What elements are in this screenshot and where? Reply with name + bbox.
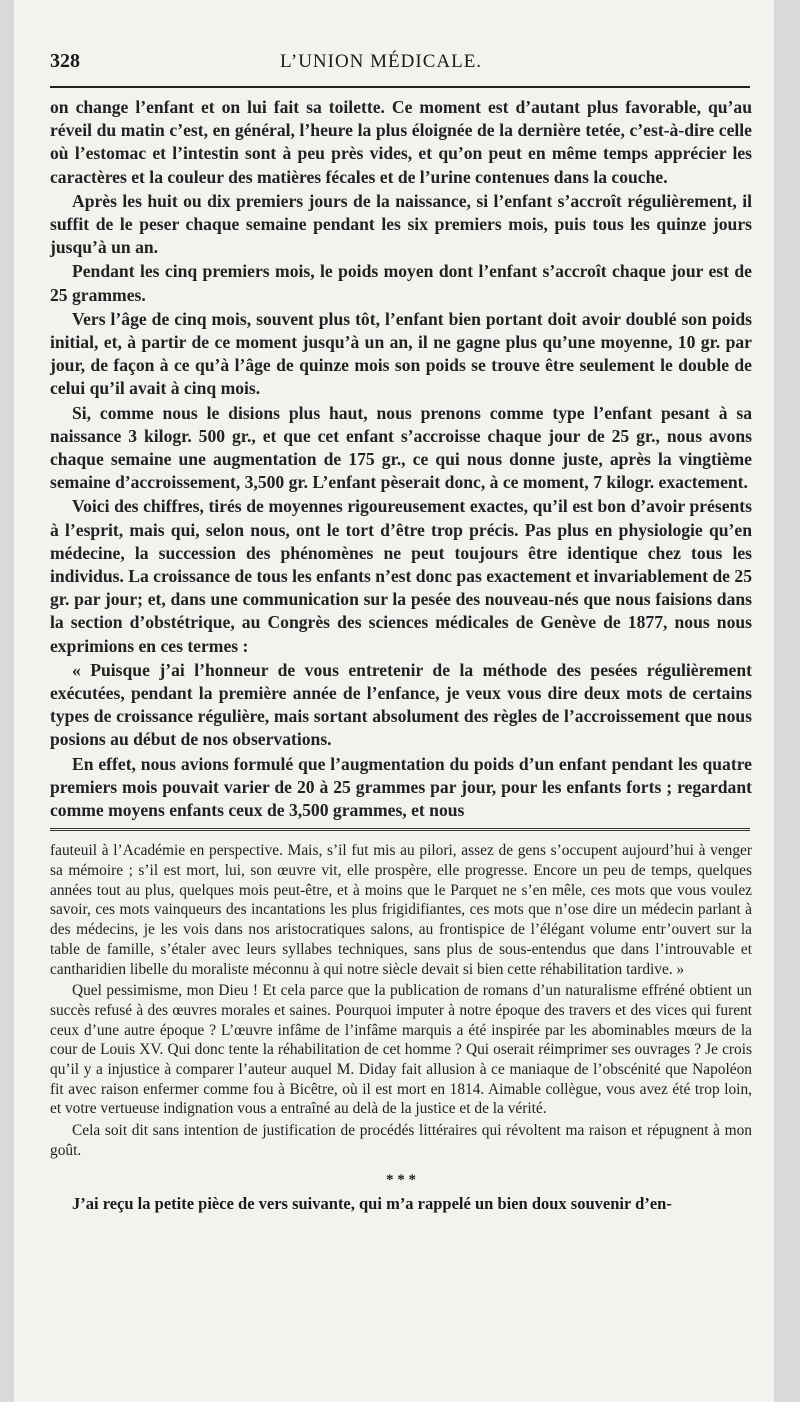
footnote-separator [50, 828, 750, 831]
page [14, 0, 774, 1402]
body-paragraph: Voici des chiffres, tirés de moyennes rigoureusement exactes, qu’il est bon d’avoir présents à l’esprit, mais qui, selon nous, ont le tort d’être trop précis. Pas plus en physiologie qu’en médecine, la succession des phénomènes ne peut toujours être identique chez tous les individus. La croissance de tous les enfants n’est donc pas exactement et invariablement de 25 gr. par jour; et, dans une communication sur la pesée des nouveau-nés que nous faisions dans la section d’obstétrique, au Congrès des sciences médicales de Genève de 1877, nous nous exprimions en ces termes : [50, 496, 752, 656]
footnote-paragraph: fauteuil à l’Académie en perspective. Mais, s’il fut mis au pilori, assez de gens s’occupent aujourd’hui à venger sa mémoire ; s’il est mort, lui, son œuvre vit, elle prospère, elle progresse. Encore un peu de temps, quelques années tout au plus, quelques mois peut-être, et à moins que le Parquet ne s’en mêle, ces mots que vous voulez savoir, ces mots vainqueurs des incantations les plus frigidifiantes, ces mots que n’ose dire un médecin parlant à des médecins, je les vois dans nos aristocratiques salons, au frontispice de l’élégant volume entr’ouvert sur la table de famille, s’étaler avec leurs syllabes techniques, sans plus de sous-entendus que dans l’introuvable et cantharidien libelle du moraliste méconnu à qui notre siècle devait si bien cette réhabilitation tardive. » [50, 842, 752, 978]
header-rule [50, 86, 750, 88]
footnote-paragraph: Cela soit dit sans intention de justification de procédés littéraires qui révoltent ma raison et répugnent à mon goût. [50, 1122, 752, 1159]
body-paragraph: Si, comme nous le disions plus haut, nous prenons comme type l’enfant pesant à sa naissance 3 kilogr. 500 gr., et que cet enfant s’accroisse chaque jour de 25 gr., nous avons chaque semaine une augmentation de 175 gr., ce qui nous donne juste, après la vingtième semaine d’accroissement, 3,500 gr. L’enfant pèserait donc, à ce moment, 7 kilogr. exactement. [50, 402, 752, 493]
body-paragraph: Pendant les cinq premiers mois, le poids moyen dont l’enfant s’accroît chaque jour est de 25 grammes. [50, 261, 752, 305]
quoted-paragraph: « Puisque j’ai l’honneur de vous entretenir de la méthode des pesées régulièrement exécutées, pendant la première année de l’enfance, je veux vous dire deux mots de certains types de croissance régulière, mais sortant absolument des règles de l’accroissement que nous posions au début de nos observations. [50, 659, 752, 750]
asterism-separator: * * * [386, 1171, 416, 1188]
body-paragraph: on change l’enfant et on lui fait sa toilette. Ce moment est d’autant plus favorable, qu’au réveil du matin c’est, en général, l’heure la plus éloignée de la dernière tetée, c’est-à-dire celle où l’estomac et l’intestin sont à peu près vides, et qu’on peut en même temps apprécier les caractères et la couleur des matières fécales et de l’urine contenues dans la couche. [50, 97, 752, 187]
page-number: 328 [50, 50, 80, 72]
closing-paragraph: J’ai reçu la petite pièce de vers suivante, qui m’a rappelé un bien doux souvenir d’en- [72, 1193, 672, 1213]
main-text [50, 96, 752, 822]
body-paragraph: Après les huit ou dix premiers jours de la naissance, si l’enfant s’accroît régulièrement, il suffit de le peser chaque semaine pendant les six premiers mois, puis tous les quinze jours jusqu’à un an. [50, 190, 752, 258]
running-header [50, 50, 752, 80]
running-title: L’UNION MÉDICALE. [280, 51, 483, 72]
body-paragraph: Vers l’âge de cinq mois, souvent plus tôt, l’enfant bien portant doit avoir doublé son poids initial, et, à partir de ce moment jusqu’à un an, il ne gagne plus qu’une moyenne, 10 gr. par jour, de façon à ce qu’à l’âge de quinze mois son poids se trouve être seulement le double de celui qu’il avait à cinq mois. [50, 308, 752, 399]
body-paragraph: En effet, nous avions formulé que l’augmentation du poids d’un enfant pendant les quatre premiers mois pouvait varier de 20 à 25 grammes par jour, pour les enfants forts ; regardant comme moyens enfants ceux de 3,500 grammes, et nous [50, 753, 752, 821]
footnote-block [50, 841, 752, 1160]
footnote-paragraph: Quel pessimisme, mon Dieu ! Et cela parce que la publication de romans d’un naturalisme effréné obtient un succès refusé à des œuvres morales et saines. Pourquoi imputer à notre époque des travers et des vices qui furent ceux d’une autre époque ? L’œuvre infâme de l’infâme marquis a été inspirée par les abominables mœurs de la cour de Louis XV. Qui donc tente la réhabilitation de cet homme ? Qui oserait réimprimer ses ouvrages ? Je crois qu’il y a injustice à comparer l’auteur auquel M. Diday fait allusion à ce maniaque de l’obscénité que Napoléon fit avec raison enfermer comme fou à Bicêtre, où il est mort en 1814. Aimable collègue, vous avez été trop loin, et votre vertueuse indignation vous a entraîné au delà de la justice et de la vérité. [50, 982, 752, 1118]
